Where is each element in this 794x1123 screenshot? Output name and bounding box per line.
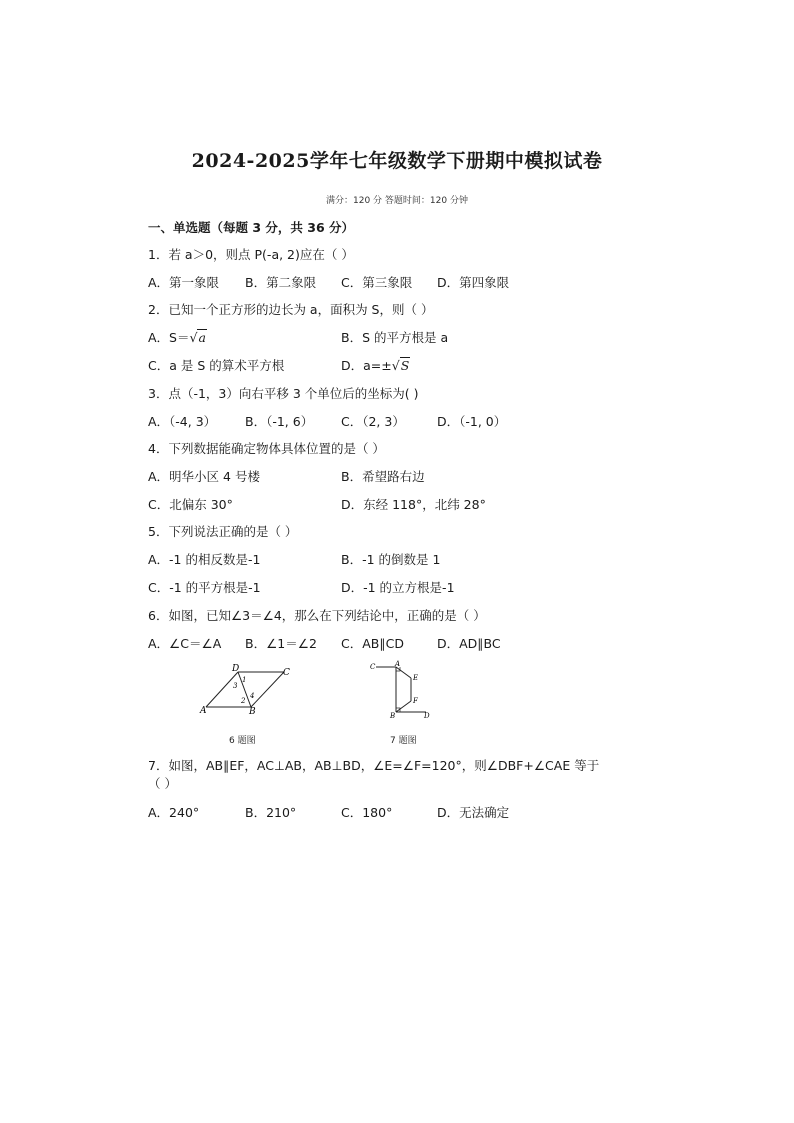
sqrt-symbol: √a <box>189 330 206 345</box>
fig6-angle-1: 1 <box>242 676 247 684</box>
section-heading: 一、单选题（每题 3 分，共 36 分） <box>148 220 355 235</box>
q2-option-d <box>341 358 410 374</box>
sqrt-symbol: √S <box>391 358 410 373</box>
exam-info: 满分：120 分 答题时间：120 分钟 <box>326 196 468 206</box>
fig6-label-d: D <box>232 664 240 674</box>
figure-7-diagram <box>368 660 436 722</box>
q5-option-a: A．-1 的相反数是-1 <box>148 552 261 567</box>
question-4-stem: 4．下列数据能确定物体具体位置的是（ ） <box>148 441 385 456</box>
question-2-stem: 2．已知一个正方形的边长为 a，面积为 S，则（ ） <box>148 302 434 317</box>
fig7-label-c: C <box>370 663 376 671</box>
fig6-angle-2: 2 <box>241 697 246 705</box>
q6-option-b: B．∠1＝∠2 <box>245 636 317 651</box>
q6-option-a: A．∠C＝∠A <box>148 636 222 651</box>
q3-option-a: A．（-4, 3） <box>148 414 217 429</box>
q2-option-b: B．S 的平方根是 a <box>341 330 449 345</box>
q6-option-c: C．AB∥CD <box>341 636 404 651</box>
fig7-label-d: D <box>424 712 430 720</box>
q2-option-a-text: A．S＝ <box>148 330 190 345</box>
q7-option-b: B．210° <box>245 805 297 820</box>
question-5-stem: 5．下列说法正确的是（ ） <box>148 524 298 539</box>
question-7-stem-continued: （ ） <box>148 776 177 791</box>
question-1-stem: 1．若 a＞0，则点 P(-a, 2)应在（ ） <box>148 247 354 262</box>
q4-option-a: A．明华小区 4 号楼 <box>148 469 260 484</box>
q4-option-b: B．希望路右边 <box>341 469 425 484</box>
segment-fb <box>396 701 411 712</box>
figure-7-caption: 7 题图 <box>390 736 417 746</box>
q1-option-a: A．第一象限 <box>148 275 220 290</box>
q2-option-a <box>148 330 207 346</box>
question-6-stem: 6．如图，已知∠3＝∠4，那么在下列结论中，正确的是（ ） <box>148 608 486 623</box>
q1-option-d: D．第四象限 <box>437 275 510 290</box>
q3-option-c: C．（2, 3） <box>341 414 405 429</box>
q5-option-d: D．-1 的立方根是-1 <box>341 580 455 595</box>
q3-option-b: B．（-1, 6） <box>245 414 314 429</box>
q1-option-b: B．第二象限 <box>245 275 317 290</box>
segment-ae <box>396 667 411 678</box>
q2-option-a-radicand: a <box>198 330 206 345</box>
q7-option-c: C．180° <box>341 805 393 820</box>
q7-option-a: A．240° <box>148 805 200 820</box>
question-7-stem: 7．如图，AB∥EF，AC⊥AB，AB⊥BD，∠E=∠F=120°，则∠DBF+∠CAE 等于 <box>148 758 600 773</box>
q2-option-c: C．a 是 S 的算术平方根 <box>148 358 285 373</box>
q4-option-c: C．北偏东 30° <box>148 497 233 512</box>
fig6-label-b: B <box>249 707 256 717</box>
q6-option-d: D．AD∥BC <box>437 636 501 651</box>
question-3-stem: 3．点（-1，3）向右平移 3 个单位后的坐标为( ) <box>148 386 419 401</box>
q3-option-d: D．（-1, 0） <box>437 414 507 429</box>
fig7-label-a: A <box>395 660 401 668</box>
q1-option-c: C．第三象限 <box>341 275 413 290</box>
fig7-label-b: B <box>390 712 396 720</box>
q4-option-d: D．东经 118°，北纬 28° <box>341 497 486 512</box>
q5-option-b: B．-1 的倒数是 1 <box>341 552 441 567</box>
fig6-angle-4: 4 <box>250 692 255 700</box>
q2-option-d-radicand: S <box>400 358 410 373</box>
page-title: 2024-2025学年七年级数学下册期中模拟试卷 <box>191 150 603 172</box>
q7-option-d: D．无法确定 <box>437 805 510 820</box>
fig7-label-e: E <box>413 674 419 682</box>
q5-option-c: C．-1 的平方根是-1 <box>148 580 261 595</box>
figure-6-diagram <box>196 662 296 718</box>
fig6-angle-3: 3 <box>233 682 238 690</box>
fig7-label-f: F <box>413 697 418 705</box>
fig6-label-a: A <box>200 706 207 716</box>
figure-6-caption: 6 题图 <box>229 736 256 746</box>
q2-option-d-text: D．a=± <box>341 358 392 373</box>
fig6-label-c: C <box>283 668 290 678</box>
segment-bc <box>251 672 284 707</box>
